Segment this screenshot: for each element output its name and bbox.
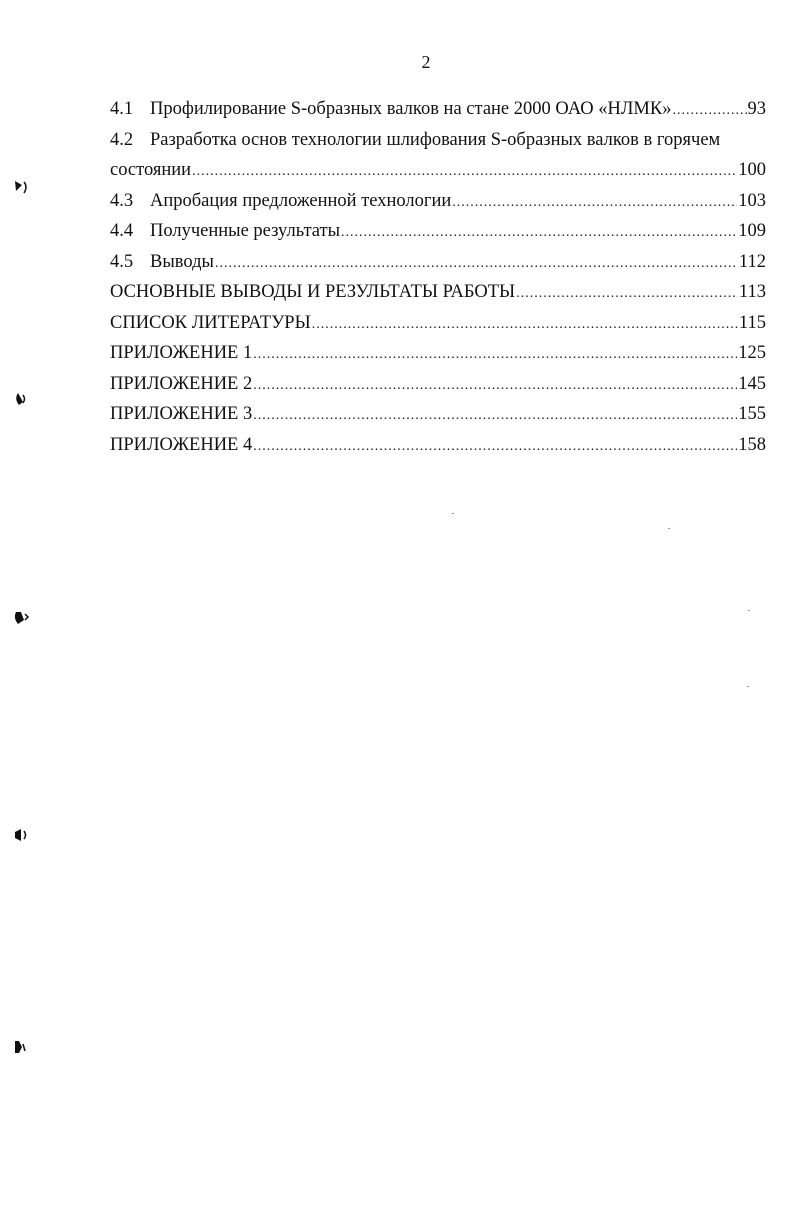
- toc-entry-4-5[interactable]: [110, 247, 766, 278]
- toc-entry-title: Профилирование S-образных валков на стане 2000 ОАО «НЛМК»: [150, 99, 672, 119]
- toc-entry-title-line2: состоянии: [110, 160, 192, 180]
- toc-leader-dots: [253, 432, 737, 463]
- binding-hole-mark: [12, 1038, 30, 1056]
- toc-entry-page: 109: [738, 221, 766, 241]
- toc-leader-dots: [312, 310, 738, 341]
- scan-speck: [748, 610, 750, 611]
- toc-entry-number: 4.4: [110, 221, 134, 241]
- toc-entry-appendix-4[interactable]: [110, 430, 766, 461]
- toc-entry-page: 103: [738, 190, 766, 211]
- toc-entry-number: 4.2: [110, 129, 134, 150]
- toc-entry-title: Выводы: [150, 251, 214, 272]
- toc-leader-dots: [341, 218, 737, 249]
- table-of-contents: [110, 94, 766, 460]
- page-number: 2: [421, 52, 431, 72]
- toc-leader-dots: [253, 371, 737, 402]
- toc-entry-4-1[interactable]: [110, 94, 766, 125]
- toc-leader-dots: [215, 249, 738, 280]
- toc-entry-number: 4.3: [110, 190, 134, 211]
- binding-hole-mark: [12, 178, 30, 196]
- toc-leader-dots: [516, 279, 738, 310]
- binding-hole-mark: [12, 826, 30, 844]
- toc-leader-dots: [253, 401, 737, 432]
- toc-entry-title: СПИСОК ЛИТЕРАТУРЫ: [110, 312, 311, 333]
- toc-entry-title: ПРИЛОЖЕНИЕ 1: [110, 343, 253, 363]
- toc-entry-number: 4.1: [110, 99, 134, 119]
- toc-entry-page: 93: [747, 99, 766, 119]
- toc-entry-page: 158: [738, 434, 766, 455]
- toc-leader-dots: [192, 157, 737, 188]
- toc-entry-page: 100: [738, 160, 766, 180]
- scan-speck: [452, 513, 454, 514]
- toc-leader-dots: [452, 188, 737, 219]
- toc-entry-title-line1: Разработка основ технологии шлифования S-образных валков в горячем: [150, 129, 721, 150]
- toc-entry-page: 112: [738, 251, 766, 272]
- binding-hole-mark: [12, 608, 30, 626]
- toc-entry-conclusions[interactable]: [110, 277, 766, 308]
- toc-entry-title: Апробация предложенной технологии: [150, 190, 452, 211]
- toc-entry-appendix-1[interactable]: [110, 338, 766, 369]
- toc-entry-number: 4.5: [110, 251, 134, 272]
- binding-hole-mark: [12, 390, 30, 408]
- scan-speck: [747, 686, 749, 687]
- scan-speck: [668, 528, 670, 529]
- toc-entry-page: 115: [738, 312, 766, 333]
- toc-entry-page: 113: [738, 282, 766, 302]
- toc-entry-title: ОСНОВНЫЕ ВЫВОДЫ И РЕЗУЛЬТАТЫ РАБОТЫ: [110, 282, 516, 302]
- toc-entry-appendix-3[interactable]: [110, 399, 766, 430]
- toc-entry-4-2[interactable]: [110, 125, 766, 186]
- toc-entry-appendix-2[interactable]: [110, 369, 766, 400]
- toc-entry-page: 145: [738, 373, 766, 394]
- toc-entry-page: 155: [738, 404, 766, 424]
- toc-entry-title: ПРИЛОЖЕНИЕ 2: [110, 373, 253, 394]
- toc-entry-title: ПРИЛОЖЕНИЕ 3: [110, 404, 253, 424]
- toc-entry-title: Полученные результаты: [150, 221, 340, 241]
- toc-entry-page: 125: [738, 343, 766, 363]
- toc-entry-4-3[interactable]: [110, 186, 766, 217]
- toc-entry-references[interactable]: [110, 308, 766, 339]
- toc-leader-dots: [253, 340, 737, 371]
- toc-leader-dots: [672, 96, 746, 127]
- toc-entry-4-4[interactable]: [110, 216, 766, 247]
- toc-entry-title: ПРИЛОЖЕНИЕ 4: [110, 434, 253, 455]
